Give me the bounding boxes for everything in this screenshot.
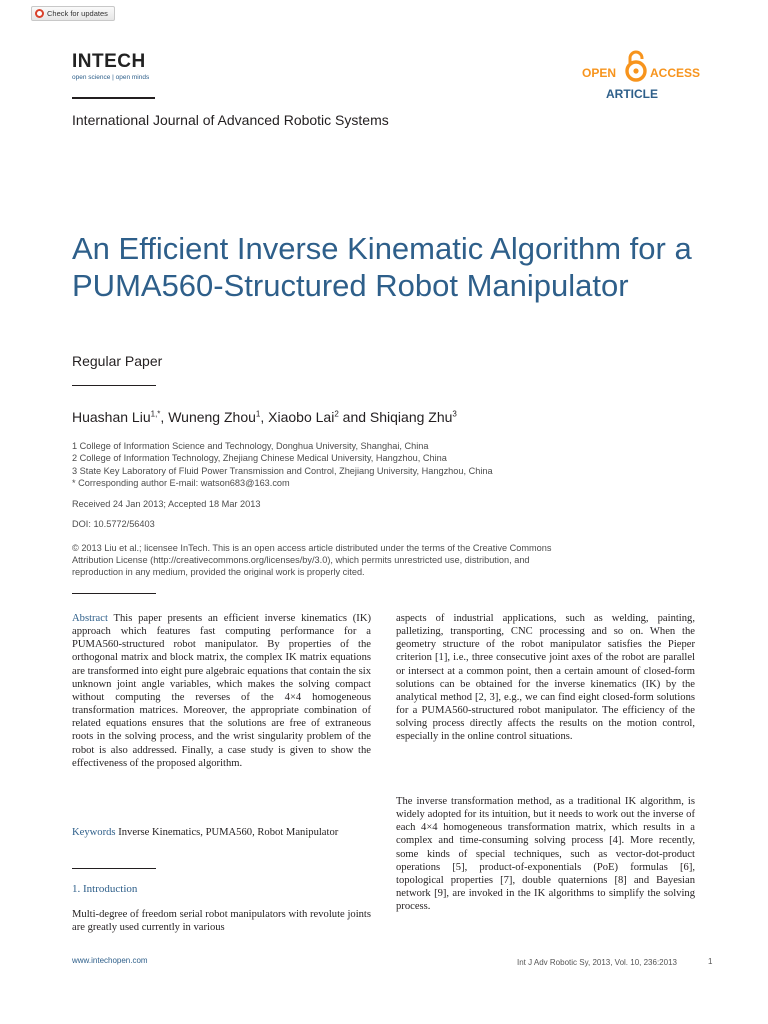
footer-citation: Int J Adv Robotic Sy, 2013, Vol. 10, 236:2013 <box>517 958 677 967</box>
received-accepted-dates: Received 24 Jan 2013; Accepted 18 Mar 2013 <box>72 499 261 509</box>
corresponding-author: * Corresponding author E-mail: watson683@163.com <box>72 477 290 488</box>
author-affiliation-mark: 3 <box>452 409 457 419</box>
author-separator: , <box>260 409 269 425</box>
check-for-updates-label: Check for updates <box>47 9 108 18</box>
article-label: ARTICLE <box>606 87 658 101</box>
open-access-open-label: OPEN <box>582 66 617 80</box>
open-access-badge <box>580 50 710 104</box>
affiliation-list <box>72 440 493 489</box>
page-number: 1 <box>708 957 713 966</box>
introduction-heading: 1. Introduction <box>72 883 138 895</box>
author-name: Shiqiang Zhu <box>369 409 453 425</box>
author-separator: and <box>338 409 370 425</box>
author-separator: , <box>160 409 169 425</box>
logo-divider <box>72 97 155 99</box>
abstract-text: This paper presents an efficient inverse kinematics (IK) approach which features fast computing performance for a PUMA560-structured robot manipulator. By properties of the orthogonal matrix and block matrix, the complex IK matrix equations are transformed into eight pure algebraic equations that contain the six unknown joint angle variables, which makes the solving compact without computing the reverses of the 4×4 homogeneous transformation matrices. Moreover, the appropriate combination of related equations ensures that the solutions are free of extraneous roots in the solving process, and the wrist singularity problem of the robot is also addressed. Finally, a case study is given to show the effectiveness of the proposed algorithm. <box>72 613 371 769</box>
journal-name: International Journal of Advanced Robotic Systems <box>72 112 389 128</box>
affiliation: 2 College of Information Technology, Zhejiang Chinese Medical University, Hangzhou, China <box>72 453 447 464</box>
open-lock-icon <box>624 50 648 82</box>
introduction-paragraph: Multi-degree of freedom serial robot manipulators with revolute joints are greatly used currently in various <box>72 909 371 934</box>
crossmark-icon <box>35 9 44 18</box>
abstract <box>72 612 371 770</box>
check-for-updates-button[interactable] <box>31 6 115 21</box>
intech-logo <box>72 52 149 82</box>
author-name: Wuneng Zhou <box>168 409 256 425</box>
author-list <box>72 409 457 425</box>
license-notice: © 2013 Liu et al.; licensee InTech. This is an open access article distributed under the terms of the Creative Commons Attribution License (http://creativecommons.org/licenses/by/3.0), which permits unrestricted use, distribution, and reproduction in any medium, provided the original work is properly cited. <box>72 543 552 577</box>
logo-tagline: open science | open minds <box>72 74 150 81</box>
author-name: Huashan Liu <box>72 409 151 425</box>
abstract-label: Abstract <box>72 613 108 624</box>
section-divider <box>72 385 156 386</box>
author-affiliation-mark: 1 <box>255 409 261 419</box>
keywords-label: Keywords <box>72 827 116 838</box>
footer-website-link[interactable]: www.intechopen.com <box>72 956 148 965</box>
open-access-access-label: ACCESS <box>650 66 701 80</box>
author-affiliation-mark: 1,* <box>150 409 161 419</box>
affiliation: 3 State Key Laboratory of Fluid Power Transmission and Control, Zhejiang University, Hangzhou, China <box>72 465 493 476</box>
logo-wordmark: INTECH <box>72 51 146 72</box>
paper-title: An Efficient Inverse Kinematic Algorithm for a PUMA560-Structured Robot Manipulator <box>72 231 692 303</box>
section-divider <box>72 593 156 594</box>
author-name: Xiaobo Lai <box>268 409 335 425</box>
affiliation: 1 College of Information Science and Technology, Donghua University, Shanghai, China <box>72 441 429 451</box>
paper-type: Regular Paper <box>72 353 163 369</box>
author-affiliation-mark: 2 <box>334 409 339 419</box>
keywords-text: Inverse Kinematics, PUMA560, Robot Manipulator <box>115 827 339 838</box>
keywords <box>72 826 371 839</box>
body-paragraph: aspects of industrial applications, such as welding, painting, palletizing, transporting, CNC processing and so on. When the geometry structure of the robot manipulator satisfies the Pieper criterion [1], i.e., three consecutive joint axes of the robot are parallel or intersect at a common point, then a certain amount of closed-form solutions can be obtained for the inverse kinematics (IK) by the analytical method [2, 3], e.g., we can find eight closed-form solutions for a PUMA560-structured robot manipulator. The efficiency of the solving process directly affects the results on the motion control, especially in the online control situations. <box>396 613 695 743</box>
body-paragraph: The inverse transformation method, as a traditional IK algorithm, is widely adopted for its intuition, but it needs to work out the inverse of each 4×4 homogeneous transformation matrix, which results in a complex and time-consuming solving process [4]. More recently, some kinds of special techniques, such as vector-dot-product operations [5], product-of-exponentials (PoE) formulas [6], topological properties [7], double quaternions [8] and Bayesian network [9], are invoked in the IK algorithms to simplify the solving process. <box>396 796 695 913</box>
section-divider <box>72 868 156 869</box>
doi: DOI: 10.5772/56403 <box>72 519 155 529</box>
